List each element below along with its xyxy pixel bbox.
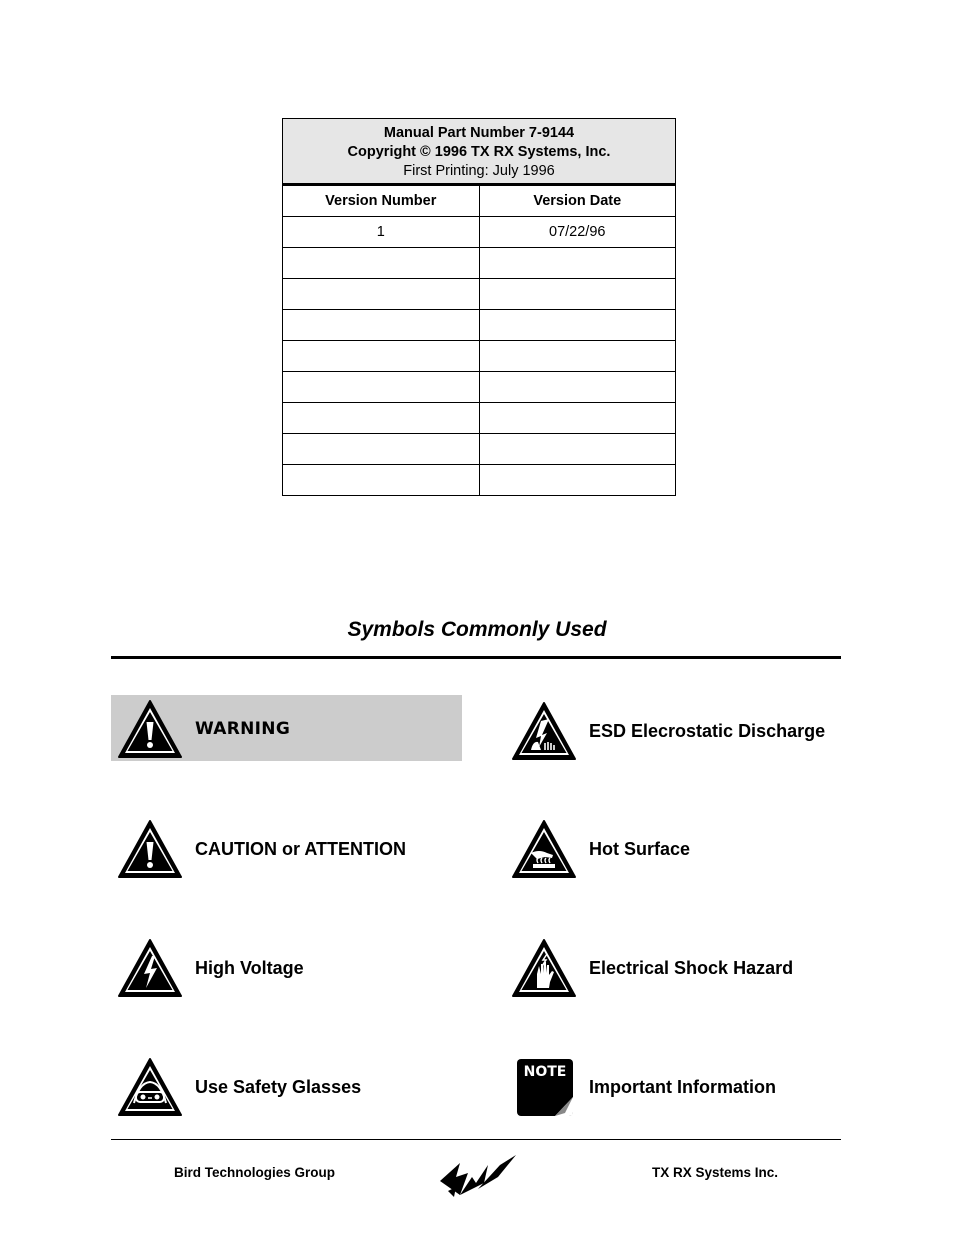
warning-exclamation-icon — [117, 699, 183, 759]
table-row — [283, 310, 675, 341]
symbol-label: CAUTION or ATTENTION — [195, 838, 406, 859]
symbol-label: Hot Surface — [589, 838, 691, 859]
title-rule — [111, 656, 841, 659]
table-row — [283, 341, 675, 372]
shock-hazard-hand-icon — [511, 938, 577, 998]
table-row — [283, 372, 675, 403]
table-row — [283, 248, 675, 279]
footer-right: TX RX Systems Inc. — [652, 1165, 779, 1180]
date-cell — [480, 279, 676, 309]
symbol-label: WARNING — [195, 719, 291, 739]
hot-surface-icon — [511, 819, 577, 879]
manual-info-header — [283, 119, 675, 186]
version-cell — [283, 341, 480, 371]
symbol-safety-glasses — [117, 1055, 361, 1119]
first-printing: First Printing: July 1996 — [403, 163, 555, 179]
note-badge-text: NOTE — [523, 1064, 567, 1080]
note-icon — [511, 1057, 577, 1117]
date-cell: 07/22/96 — [549, 224, 606, 240]
symbol-esd — [511, 699, 825, 763]
esd-hand-icon — [511, 701, 577, 761]
copyright-line: Copyright © 1996 TX RX Systems, Inc. — [347, 144, 611, 160]
symbol-label: Important Information — [589, 1076, 776, 1097]
col-header-version: Version Number — [283, 186, 480, 216]
date-cell — [480, 403, 676, 433]
symbol-warning — [117, 697, 290, 761]
table-row — [283, 403, 675, 434]
symbol-label: Electrical Shock Hazard — [589, 957, 794, 978]
table-row — [283, 279, 675, 310]
date-cell — [480, 310, 676, 340]
date-cell — [480, 434, 676, 464]
manual-part-number: Manual Part Number 7-9144 — [383, 125, 575, 141]
table-header-row — [283, 186, 675, 217]
symbol-important-info — [511, 1055, 776, 1119]
date-cell — [480, 372, 676, 402]
safety-glasses-icon — [117, 1057, 183, 1117]
table-row — [283, 434, 675, 465]
date-cell — [480, 465, 676, 495]
version-cell — [283, 403, 480, 433]
date-cell — [480, 248, 676, 278]
symbol-high-voltage — [117, 936, 304, 1000]
footer-left: Bird Technologies Group — [174, 1165, 336, 1180]
version-cell — [283, 465, 480, 495]
date-cell — [480, 341, 676, 371]
symbol-label: High Voltage — [195, 957, 304, 978]
bird-logo-icon — [438, 1153, 518, 1199]
symbols-title: Symbols Commonly Used — [347, 618, 607, 641]
version-cell — [283, 279, 480, 309]
version-cell — [283, 372, 480, 402]
high-voltage-bolt-icon — [117, 938, 183, 998]
symbol-caution — [117, 817, 406, 881]
col-header-date: Version Date — [533, 193, 622, 209]
version-cell — [283, 248, 480, 278]
symbol-hot-surface — [511, 817, 690, 881]
symbol-label: ESD Elecrostatic Discharge — [589, 720, 826, 741]
version-cell — [283, 434, 480, 464]
table-row — [283, 465, 675, 495]
version-cell: 1 — [283, 217, 480, 247]
table-row — [283, 217, 675, 248]
symbol-label: Use Safety Glasses — [195, 1076, 362, 1097]
symbol-shock-hazard — [511, 936, 793, 1000]
version-cell — [283, 310, 480, 340]
footer-rule — [111, 1139, 841, 1140]
version-table — [282, 118, 676, 496]
caution-exclamation-icon — [117, 819, 183, 879]
